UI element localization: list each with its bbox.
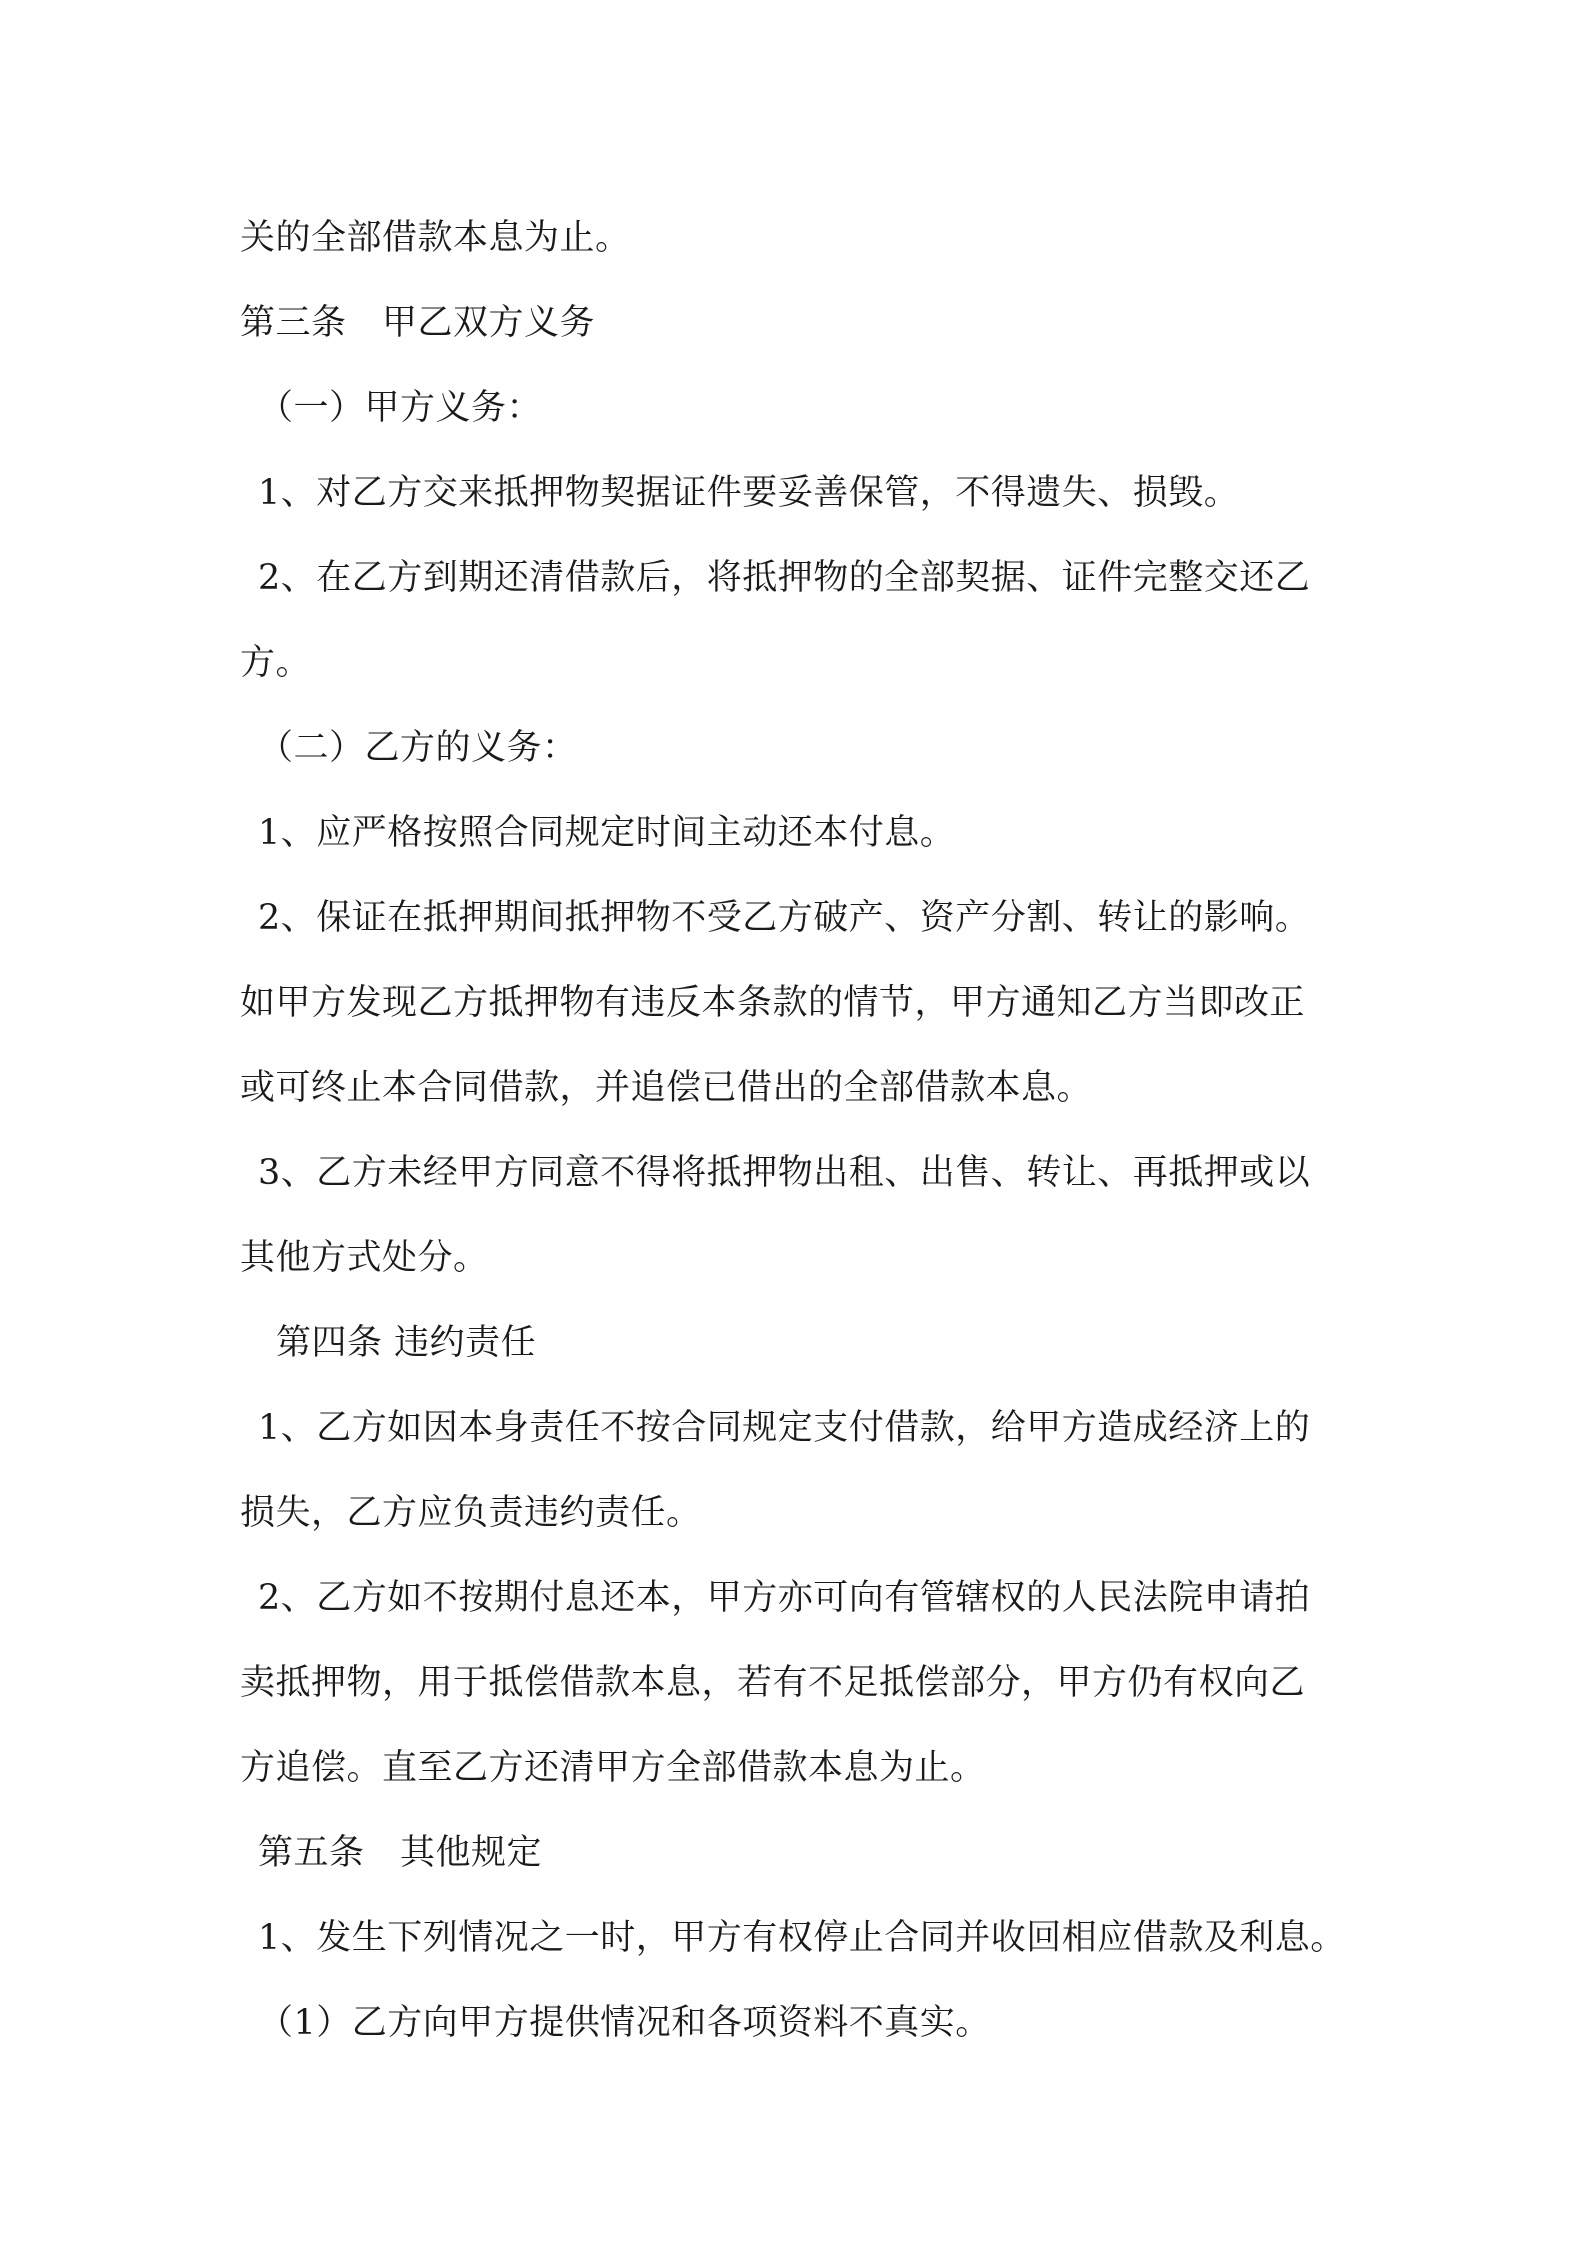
paragraph-line: 2、保证在抵押期间抵押物不受乙方破产、资产分割、转让的影响。	[258, 898, 1311, 938]
article-heading-4: 第四条 违约责任	[276, 1323, 537, 1363]
paragraph-line: 其他方式处分。	[240, 1238, 489, 1278]
paragraph-line: 1、对乙方交来抵押物契据证件要妥善保管，不得遗失、损毁。	[258, 473, 1240, 513]
section-heading-party-b: （二）乙方的义务：	[258, 728, 578, 768]
paragraph-line: 卖抵押物，用于抵偿借款本息，若有不足抵偿部分，甲方仍有权向乙	[240, 1663, 1306, 1703]
document-body	[240, 196, 1360, 2066]
paragraph-line: 如甲方发现乙方抵押物有违反本条款的情节，甲方通知乙方当即改正	[240, 983, 1306, 1023]
paragraph-line: 方追偿。直至乙方还清甲方全部借款本息为止。	[240, 1748, 986, 1788]
paragraph-line: 关的全部借款本息为止。	[240, 218, 631, 258]
article-heading-3: 第三条 甲乙双方义务	[240, 303, 596, 343]
paragraph-line: 方。	[240, 643, 312, 683]
paragraph-line: 1、应严格按照合同规定时间主动还本付息。	[258, 813, 956, 853]
paragraph-line: 1、发生下列情况之一时，甲方有权停止合同并收回相应借款及利息。	[258, 1918, 1346, 1958]
section-heading-party-a: （一）甲方义务：	[258, 388, 543, 428]
article-heading-5: 第五条 其他规定	[258, 1833, 543, 1873]
paragraph-line: 或可终止本合同借款，并追偿已借出的全部借款本息。	[240, 1068, 1093, 1108]
paragraph-line: 2、乙方如不按期付息还本，甲方亦可向有管辖权的人民法院申请拍	[258, 1578, 1311, 1618]
paragraph-line: 1、乙方如因本身责任不按合同规定支付借款，给甲方造成经济上的	[258, 1408, 1311, 1448]
paragraph-line: （1）乙方向甲方提供情况和各项资料不真实。	[258, 2003, 991, 2043]
paragraph-line: 2、在乙方到期还清借款后，将抵押物的全部契据、证件完整交还乙	[258, 558, 1311, 598]
paragraph-line: 3、乙方未经甲方同意不得将抵押物出租、出售、转让、再抵押或以	[258, 1153, 1311, 1193]
paragraph-line: 损失，乙方应负责违约责任。	[240, 1493, 702, 1533]
